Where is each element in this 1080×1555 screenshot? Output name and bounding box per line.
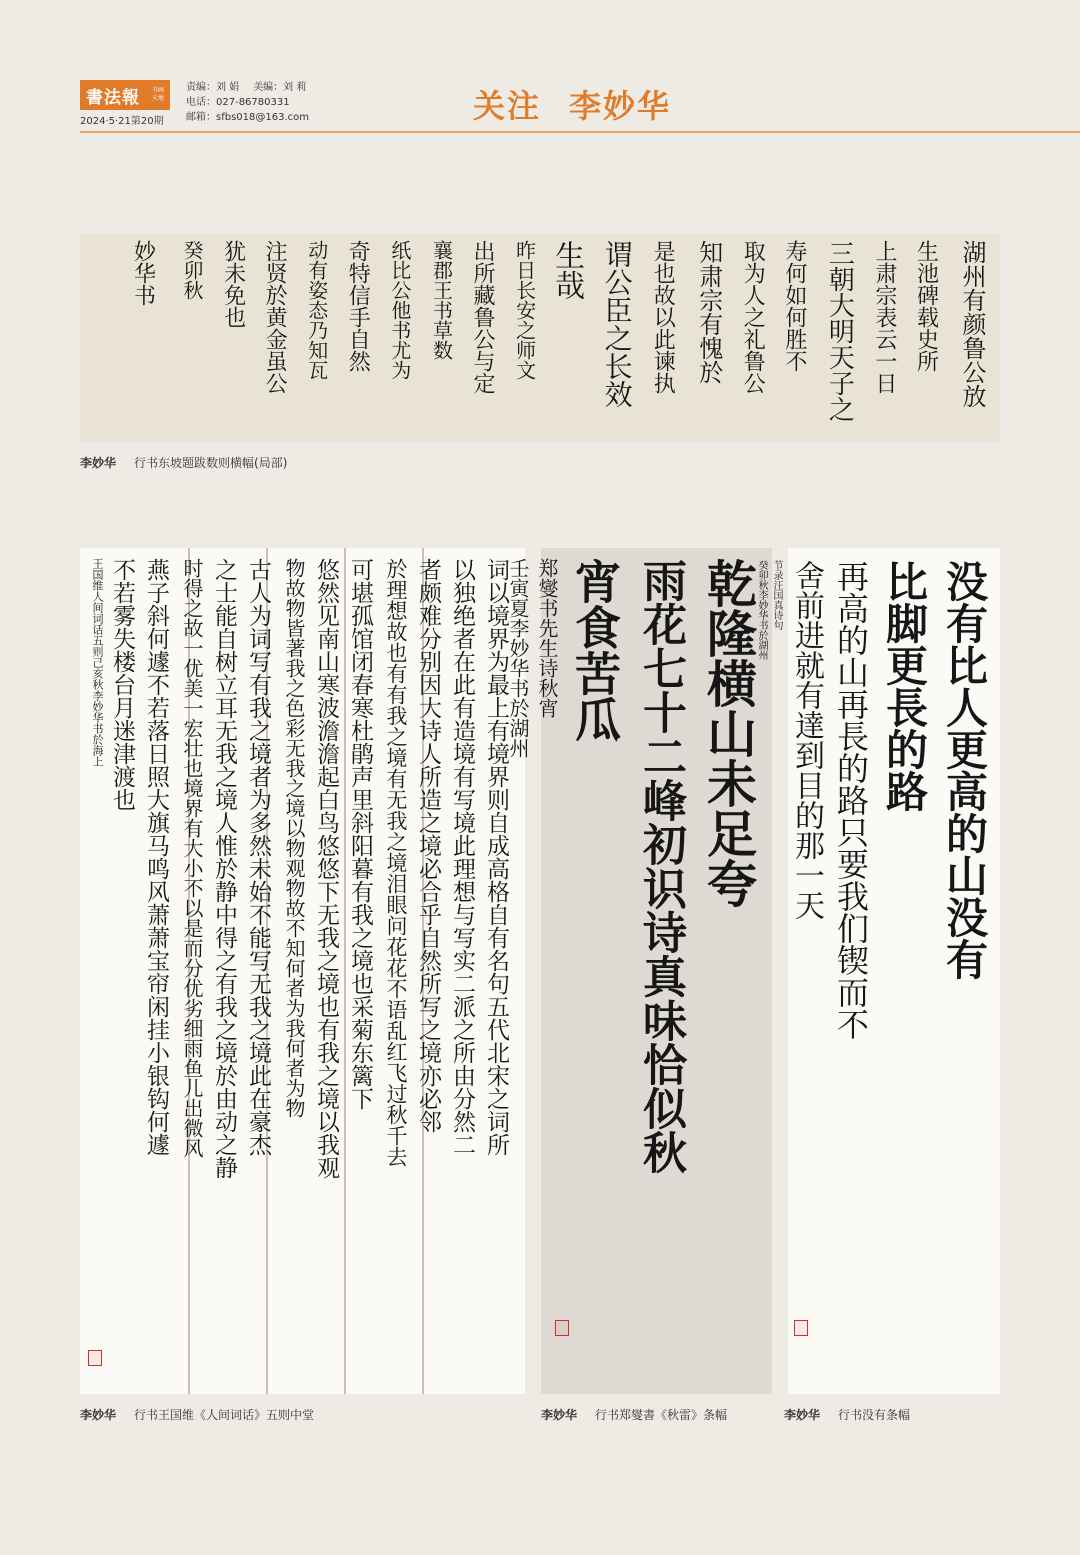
calligraphy-column: 壬寅夏李妙华书於湖州 [506, 558, 530, 758]
issue-date: 2024·5·21第20期 [80, 116, 164, 127]
calligraphy-column: 宵食苦瓜 [568, 558, 622, 742]
calligraphy-column: 生池碑载史所 [913, 240, 939, 372]
calligraphy-column: 可堪孤馆闭春寒杜鹃声里斜阳暮有我之境也采菊东篱下 [347, 558, 373, 1110]
calligraphy-column: 寿何如何胜不 [781, 240, 807, 372]
seal-stamp [88, 1350, 102, 1366]
calligraphy-column: 取为人之礼鲁公 [740, 240, 766, 394]
designer-credit: 美编：刘 莉 [253, 82, 307, 93]
seal-stamp [794, 1320, 808, 1336]
logo-subtitle [152, 87, 164, 103]
calligraphy-column: 注贤於黄金虽公 [262, 240, 288, 394]
calligraphy-column: 者颇难分别因大诗人所造之境必合乎自然所写之境亦必邻 [415, 558, 441, 1133]
calligraphy-column: 比脚更長的路 [880, 560, 929, 812]
artwork-caption [80, 454, 287, 471]
artwork-caption [784, 1406, 910, 1423]
calligraphy-column: 时得之故一优美一宏壮也境界有大小不以是而分优劣细雨鱼儿出微风 [180, 558, 204, 1158]
calligraphy-column: 乾隆横山未足夸 [699, 558, 758, 908]
calligraphy-column: 妙华书 [130, 240, 156, 306]
calligraphy-column: 癸卯秋李妙华书於湖州 [756, 560, 767, 660]
calligraphy-column: 知肃宗有愧於 [694, 240, 723, 384]
newspaper-logo [80, 80, 170, 110]
calligraphy-column: 湖州有颜鲁公放 [958, 240, 986, 408]
calligraphy-columns [80, 234, 1000, 442]
calligraphy-column: 纸比公他书尤为 [387, 240, 412, 380]
calligraphy-column: 於理想故也有有我之境有无我之境泪眼问花花不语乱红飞过秋千去 [384, 558, 408, 1167]
caption-title: 行书东坡题跋数则横幅(局部) [134, 456, 288, 470]
caption-artist: 李妙华 [541, 1408, 578, 1422]
calligraphy-column: 节录汪国真诗句 [771, 560, 782, 630]
calligraphy-column: 雨花七十二峰初识诗真味恰似秋 [635, 558, 686, 1174]
calligraphy-artwork-tiaofu-2 [756, 548, 1000, 1394]
calligraphy-column: 不若雾失楼台月迷津渡也 [109, 558, 135, 811]
calligraphy-column: 昨日长安之师文 [512, 240, 537, 380]
calligraphy-columns [756, 548, 1000, 1394]
artwork-caption [541, 1406, 727, 1423]
logo-sub-line: 书画 [151, 87, 164, 94]
section-label: 关注 [473, 87, 542, 125]
calligraphy-column: 物故物皆著我之色彩无我之境以物观物故不知何者为我何者为物 [282, 558, 306, 1118]
caption-artist: 李妙华 [784, 1408, 821, 1422]
calligraphy-column: 没有比人更高的山没有 [940, 560, 989, 980]
calligraphy-column: 生哉 [549, 240, 585, 300]
calligraphy-column: 犹未免也 [220, 240, 246, 328]
calligraphy-artwork-tiaofu-1 [506, 548, 772, 1394]
logo-text: 書法報 [86, 87, 140, 108]
artwork-caption [80, 1406, 314, 1423]
caption-artist: 李妙华 [80, 1408, 117, 1422]
editor-credit: 责编：刘 娟 [186, 82, 240, 93]
page-title [473, 81, 671, 127]
caption-title: 行书没有条幅 [838, 1408, 911, 1422]
caption-title: 行书郑燮書《秋雷》条幅 [595, 1408, 728, 1422]
calligraphy-column: 郑燮书先生诗秋宵 [535, 558, 559, 718]
email-address: 邮箱：sfbs018@163.com [186, 112, 309, 123]
calligraphy-column: 癸卯秋 [179, 240, 204, 300]
calligraphy-columns [80, 548, 525, 1394]
calligraphy-column: 古人为词写有我之境者为多然未始不能写无我之境此在豪杰 [245, 558, 271, 1156]
caption-artist: 李妙华 [80, 456, 117, 470]
caption-title: 行书王国维《人间词话》五则中堂 [134, 1408, 315, 1422]
calligraphy-columns [506, 548, 772, 1394]
calligraphy-column: 舍前进就有達到目的那一天 [789, 560, 824, 920]
header-rule [80, 131, 1080, 133]
calligraphy-column: 三朝大明天子之 [824, 240, 855, 422]
calligraphy-column: 王国维人间词话五则己亥秋李妙华书於海上 [91, 558, 104, 767]
calligraphy-column: 出所藏鲁公与定 [470, 240, 496, 394]
artist-name-title: 李妙华 [569, 87, 672, 125]
calligraphy-column: 悠然见南山寒波澹澹起白鸟悠悠下无我之境也有我之境以我观 [313, 558, 339, 1179]
calligraphy-column: 谓公臣之长效 [600, 240, 634, 408]
calligraphy-artwork-horizontal [80, 234, 1000, 442]
calligraphy-column: 动有姿态乃知瓦 [304, 240, 329, 380]
phone-number: 电话：027-86780331 [186, 97, 290, 108]
calligraphy-artwork-zhongtang [80, 548, 525, 1394]
calligraphy-column: 之士能自树立耳无我之境人惟於静中得之有我之境於由动之静 [211, 558, 237, 1179]
calligraphy-column: 是也故以此谏执 [650, 240, 676, 394]
calligraphy-column: 奇特信手自然 [345, 240, 371, 372]
contact-block [186, 80, 309, 125]
calligraphy-column: 词以境界为最上有境界则自成高格自有名句五代北宋之词所 [483, 558, 509, 1156]
masthead [80, 78, 1080, 132]
calligraphy-column: 再高的山再長的路只要我们锲而不 [832, 560, 870, 1040]
calligraphy-column: 上肃宗表云一日 [871, 240, 897, 394]
calligraphy-column: 以独绝者在此有造境有写境此理想与写实二派之所由分然二 [449, 558, 475, 1156]
logo-sub-line: 天地 [151, 95, 164, 102]
calligraphy-column: 燕子斜何遽不若落日照大旗马鸣风萧萧宝帘闲挂小银钩何遽 [143, 558, 169, 1156]
calligraphy-column: 襄郡王书草数 [429, 240, 454, 360]
seal-stamp [555, 1320, 569, 1336]
